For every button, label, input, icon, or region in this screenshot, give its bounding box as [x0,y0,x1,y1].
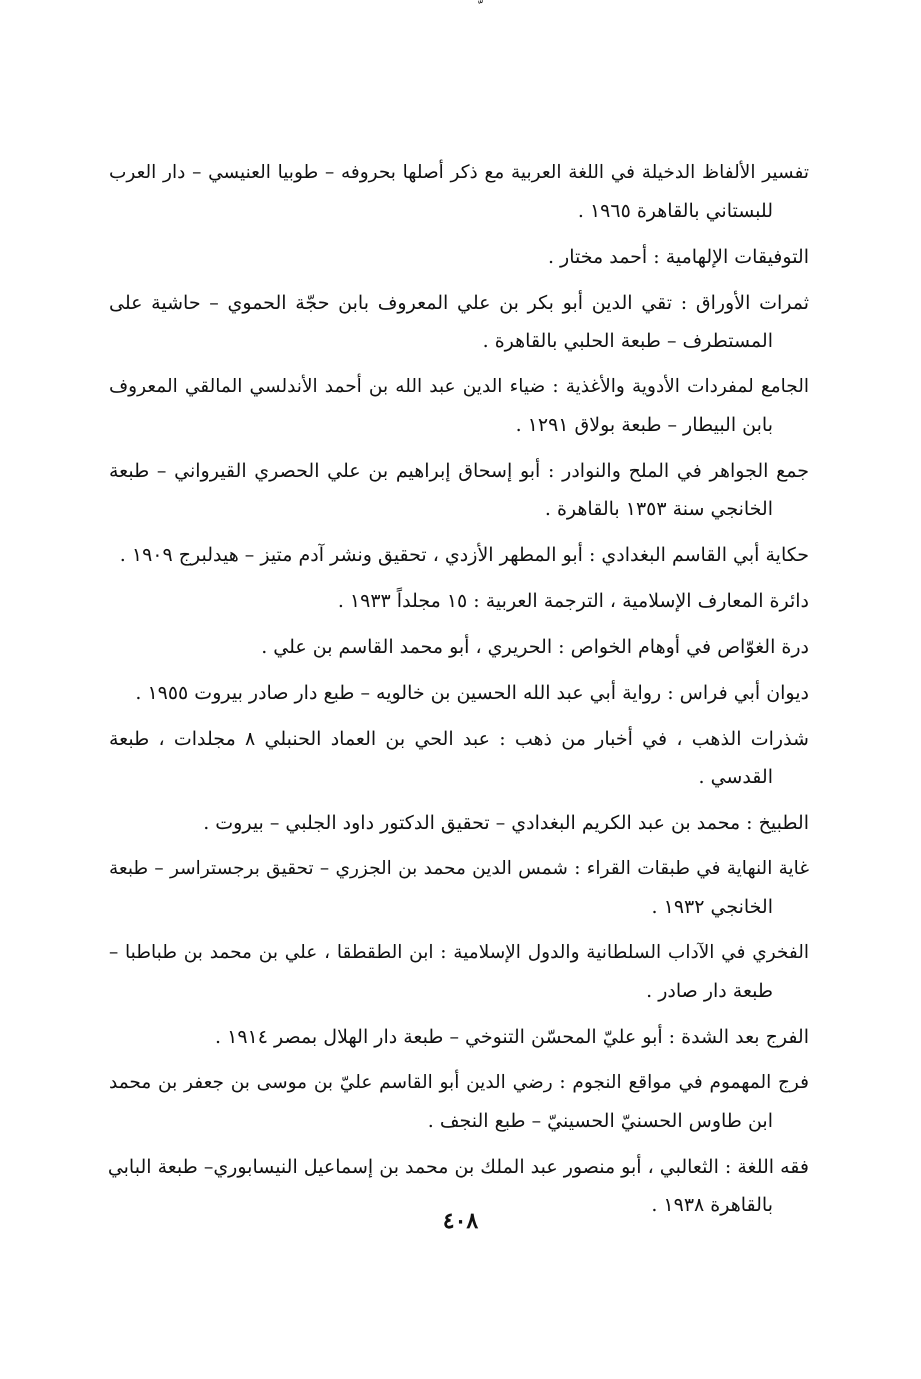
entry-line: ثمرات الأوراق : تقي الدين أبو بكر بن علي المعروف بابن حجّة الحموي – حاشية على [109,292,809,314]
bibliography-entry [109,934,809,1010]
entry-line: الجامع لمفردات الأدوية والأغذية : ضياء الدين عبد الله بن أحمد الأندلسي المالقي المعروف [109,376,809,397]
entry-continuation-line: الخانجي سنة ١٣٥٣ بالقاهرة . [544,498,773,520]
bibliography-entry [109,452,809,528]
entry-line: جمع الجواهر في الملح والنوادر : أبو إسحاق إبراهيم بن علي الحصري القيرواني – طبعة [109,460,809,482]
entry-continuation-line: بالقاهرة ١٩٣٨ . [651,1194,773,1216]
entry-line: فرج المهموم في مواقع النجوم : رضي الدين أبو القاسم عليّ بن موسى بن جعفر بن محمد [109,1072,809,1093]
entry-line: التوفيقات الإلهامية : أحمد مختار . [547,246,809,268]
entry-line: الفخري في الآداب السلطانية والدول الإسلامية : ابن الطقطقا ، علي بن محمد بن طباطبا – [109,942,809,963]
entry-line: فقه اللغة : الثعالبي ، أبو منصور عبد الملك بن محمد بن إسماعيل النيسابوري– طبعة البابي [107,1156,809,1178]
entry-line: الطبيخ : محمد بن عبد الكريم البغدادي – تحقيق الدكتور داود الجلبي – بيروت . [203,812,809,834]
entry-line: تفسير الألفاظ الدخيلة في اللغة العربية مع ذكر أصلها بحروفه – طوبيا العنيسي – دار العرب [109,162,809,183]
entry-continuation-line: ابن طاوس الحسنيّ الحسينيّ – طبع النجف . [427,1110,773,1132]
page-number: ٤٠٨ [442,1208,479,1234]
bibliography-entry [109,720,809,796]
bibliography-entry [109,238,809,276]
entry-continuation-line: بابن البيطار – طبعة بولاق ١٢٩١ . [515,414,773,436]
bibliography-entry [109,1064,809,1140]
entry-line: درة الغوّاص في أوهام الخواص : الحريري ، أبو محمد القاسم بن علي . [261,636,809,658]
entry-line: حكاية أبي القاسم البغدادي : أبو المطهر الأزدي ، تحقيق ونشر آدم متيز – هيدلبرج ١٩٠٩ . [119,544,809,566]
entry-continuation-line: الخانجي ١٩٣٢ . [651,896,773,918]
entry-line: ديوان أبي فراس : رواية أبي عبد الله الحسين بن خالويه – طبع دار صادر بيروت ١٩٥٥ . [135,682,809,704]
entry-continuation-line: القدسي . [698,766,773,788]
entry-line: دائرة المعارف الإسلامية ، الترجمة العربية : ١٥ مجلداً ١٩٣٣ . [337,590,809,612]
bibliography-entry [109,154,809,230]
bibliography-entry [109,582,809,620]
bibliography-entry [109,674,809,712]
bibliography-entry [109,850,809,926]
bibliography-entry [109,284,809,360]
entry-line: شذرات الذهب ، في أخبار من ذهب : عبد الحي بن العماد الحنبلي ٨ مجلدات ، طبعة [109,728,809,750]
bibliography-entry [109,1018,809,1056]
bibliography-entry [109,628,809,666]
bibliography-entry [109,536,809,574]
top-mark [470,0,484,16]
entry-continuation-line: للبستاني بالقاهرة ١٩٦٥ . [577,200,773,222]
entry-line: الفرج بعد الشدة : أبو عليّ المحسّن التنوخي – طبعة دار الهلال بمصر ١٩١٤ . [215,1026,809,1048]
bibliography-entry [109,804,809,842]
entry-line: غاية النهاية في طبقات القراء : شمس الدين محمد بن الجزري – تحقيق برجستراسر – طبعة [109,858,809,879]
bibliography-list [109,154,809,1232]
bibliography-entry [109,368,809,444]
entry-continuation-line: طبعة دار صادر . [646,980,773,1002]
entry-continuation-line: المستطرف – طبعة الحلبي بالقاهرة . [482,330,773,352]
